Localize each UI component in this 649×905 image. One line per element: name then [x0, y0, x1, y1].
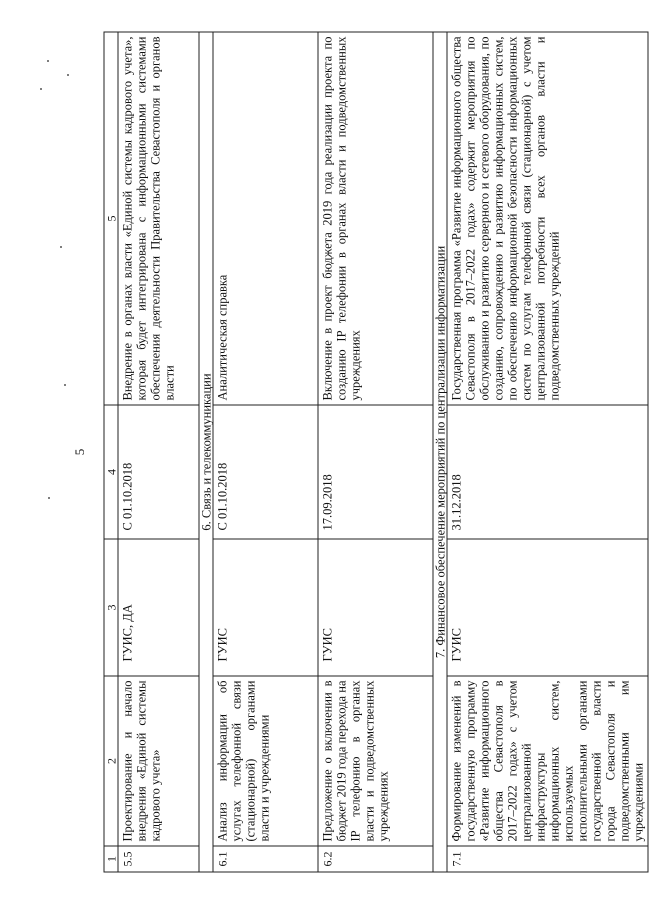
header-row: [104, 32, 118, 872]
deadline-cell: 17.09.2018: [318, 405, 433, 539]
deadline-cell: 31.12.2018: [447, 405, 648, 539]
table-row: [118, 32, 199, 872]
row-number: 5.5: [118, 846, 199, 872]
task-cell: Формирование изменений в государственную программу «Развитие информационного общества Севастополя в 2017–2022 годах» с учетом централизованной инфраструктуры информационных систем, используемых исполнительными органами государственной власти города Севастополя и подведомственными им учреждениями: [447, 676, 648, 846]
header-cell: 1: [104, 846, 118, 872]
header-cell: 2: [104, 676, 118, 846]
deadline-cell: С 01.10.2018: [213, 405, 318, 539]
row-number: 7.1: [447, 846, 648, 872]
section-title: 7. Финансовое обеспечение мероприятий по централизации информатизации: [433, 32, 447, 872]
header-cell: 3: [104, 539, 118, 676]
responsible-cell: ГУИС: [213, 539, 318, 676]
task-cell: Анализ информации об услугах телефонной связи (стационарной) органами власти и учреждениями: [213, 676, 318, 846]
task-cell: Проектирование и начало внедрения «Единой системы кадрового учета»: [118, 676, 199, 846]
responsible-cell: ГУИС: [447, 539, 648, 676]
table-row: [318, 32, 433, 872]
result-cell: Аналитическая справка: [213, 32, 318, 405]
header-cell: 4: [104, 405, 118, 539]
deadline-cell: С 01.10.2018: [118, 405, 199, 539]
section-row: [433, 32, 447, 872]
responsible-cell: ГУИС: [318, 539, 433, 676]
section-title: 6. Связь и телекоммуникации: [199, 32, 213, 872]
row-number: 6.1: [213, 846, 318, 872]
result-cell: Включение в проект бюджета 2019 года реализации проекта по созданию IP телефонии в органах власти и подведомственных учреждениях: [318, 32, 433, 405]
row-number: 6.2: [318, 846, 433, 872]
responsible-cell: ГУИС, ДА: [118, 539, 199, 676]
table-row: [213, 32, 318, 872]
rotated-table-container: [104, 33, 646, 873]
task-cell: Предложение о включении в бюджет 2019 года перехода на IP телефонию в органах власти и подведомственных учреждениях: [318, 676, 433, 846]
result-cell: Государственная программа «Развитие информационного общества Севастополя в 2017–2022 годах» содержит мероприятия по обслуживанию и развитию серверного и сетевого оборудования, по созданию, сопровождению и развитию информационных систем, по обеспечению информационной безопасности информационных систем по услугам телефонной связи (стационарной) с учетом централизованной потребности всех органов власти и подведомственных учреждений: [447, 32, 648, 405]
page-number: 5: [72, 448, 87, 456]
section-row: [199, 32, 213, 872]
measures-table: [104, 32, 649, 873]
header-cell: 5: [104, 32, 118, 405]
result-cell: Внедрение в органах власти «Единой системы кадрового учета», которая будет интегрирована с информационными системами обеспечения деятельности Правительства Севастополя и органов власти: [118, 32, 199, 405]
table-row: [447, 32, 648, 872]
